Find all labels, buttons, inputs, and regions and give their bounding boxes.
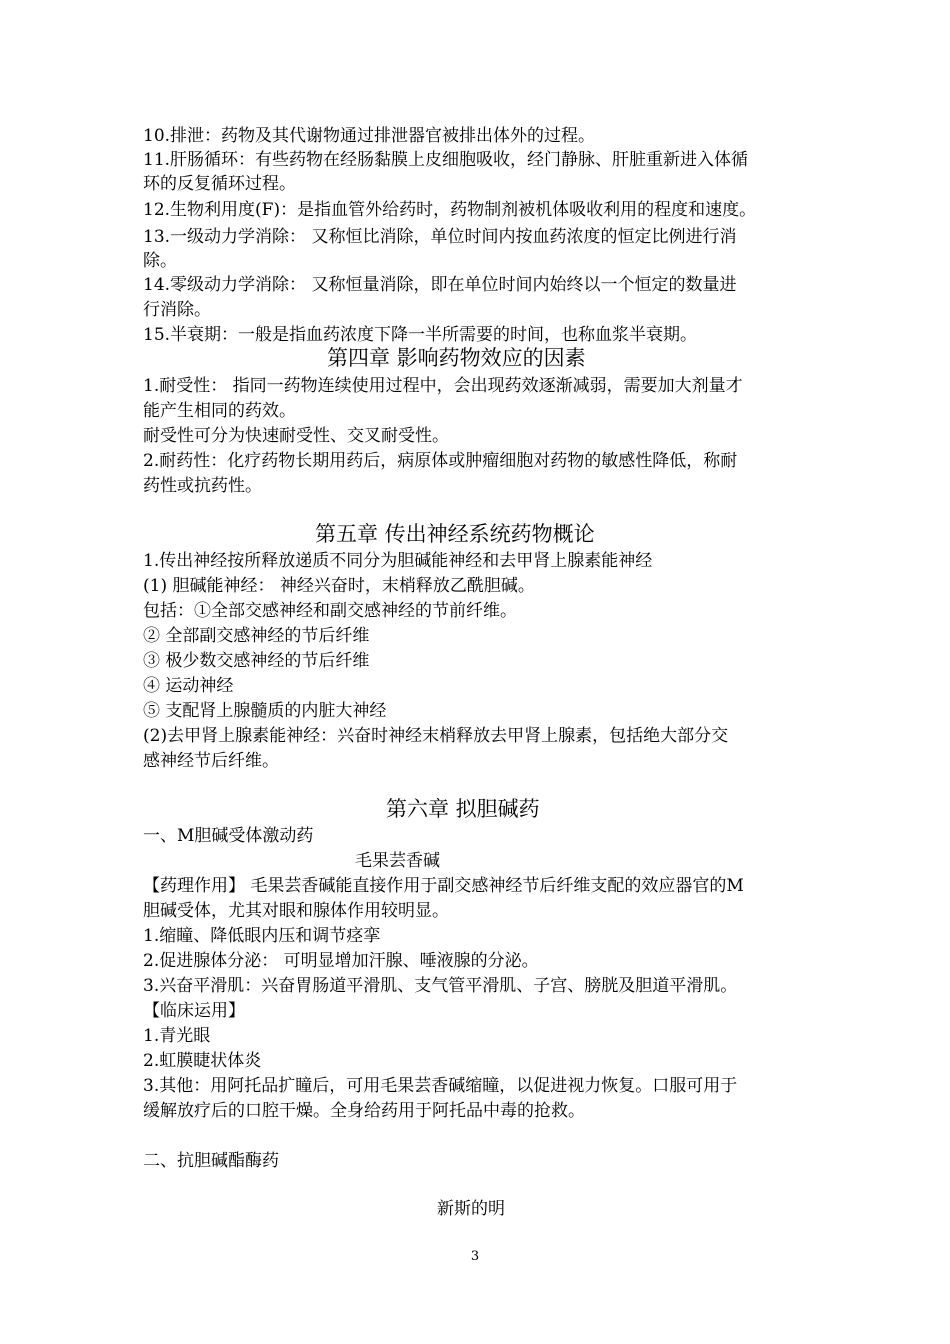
paragraph-line: 药性或抗药性。 xyxy=(143,476,262,496)
chapter-6-title: 第六章 拟胆碱药 xyxy=(386,797,540,821)
paragraph-line: 行消除。 xyxy=(143,300,211,320)
paragraph-line: (1) 胆碱能神经： 神经兴奋时，末梢释放乙酰胆碱。 xyxy=(143,576,535,596)
paragraph-line: (2)去甲肾上腺素能神经：兴奋时神经末梢释放去甲肾上腺素，包括绝大部分交 xyxy=(143,726,729,746)
paragraph-line: 【临床运用】 xyxy=(143,1001,245,1021)
paragraph-line: 14.零级动力学消除： 又称恒量消除，即在单位时间内始终以一个恒定的数量进 xyxy=(143,275,737,295)
section-heading: 一、M胆碱受体激动药 xyxy=(143,826,314,846)
paragraph-line: 【药理作用】 毛果芸香碱能直接作用于副交感神经节后纤维支配的效应器官的M xyxy=(143,876,744,896)
paragraph-line: 10.排泄：药物及其代谢物通过排泄器官被排出体外的过程。 xyxy=(143,126,596,146)
paragraph-line: 1.耐受性： 指同一药物连续使用过程中，会出现药效逐渐减弱，需要加大剂量才 xyxy=(143,376,743,396)
paragraph-line: 缓解放疗后的口腔干燥。全身给药用于阿托品中毒的抢救。 xyxy=(143,1101,585,1121)
paragraph-line: 环的反复循环过程。 xyxy=(143,174,296,194)
paragraph-line: 13.一级动力学消除： 又称恒比消除，单位时间内按血药浓度的恒定比例进行消 xyxy=(143,227,737,247)
paragraph-line: 2.促进腺体分泌： 可明显增加汗腺、唾液腺的分泌。 xyxy=(143,951,539,971)
drug-name: 新斯的明 xyxy=(437,1199,505,1219)
paragraph-line: 3.其他：用阿托品扩瞳后，可用毛果芸香碱缩瞳，以促进视力恢复。口服可用于 xyxy=(143,1076,738,1096)
paragraph-line: ④ 运动神经 xyxy=(143,676,234,696)
paragraph-line: 耐受性可分为快速耐受性、交叉耐受性。 xyxy=(143,426,449,446)
paragraph-line: 包括：①全部交感神经和副交感神经的节前纤维。 xyxy=(143,601,517,621)
chapter-4-title: 第四章 影响药物效应的因素 xyxy=(327,346,586,370)
paragraph-line: 1.传出神经按所释放递质不同分为胆碱能神经和去甲肾上腺素能神经 xyxy=(143,551,653,571)
chapter-5-title: 第五章 传出神经系统药物概论 xyxy=(315,522,595,546)
paragraph-line: 15.半衰期：一般是指血药浓度下降一半所需要的时间，也称血浆半衰期。 xyxy=(143,325,698,345)
paragraph-line: 1.缩瞳、降低眼内压和调节痉挛 xyxy=(143,926,381,946)
paragraph-line: 2.耐药性：化疗药物长期用药后，病原体或肿瘤细胞对药物的敏感性降低，称耐 xyxy=(143,451,738,471)
paragraph-line: 胆碱受体，尤其对眼和腺体作用较明显。 xyxy=(143,901,449,921)
paragraph-line: 1.青光眼 xyxy=(143,1026,211,1046)
paragraph-line: 2.虹膜睫状体炎 xyxy=(143,1051,262,1071)
paragraph-line: ③ 极少数交感神经的节后纤维 xyxy=(143,651,370,671)
paragraph-line: 感神经节后纤维。 xyxy=(143,751,279,771)
paragraph-line: 11.肝肠循环：有些药物在经肠黏膜上皮细胞吸收，经门静脉、肝脏重新进入体循 xyxy=(143,150,749,170)
drug-name: 毛果芸香碱 xyxy=(355,851,440,871)
page-number: 3 xyxy=(470,1249,480,1264)
section-heading: 二、抗胆碱酯酶药 xyxy=(143,1151,279,1171)
paragraph-line: ⑤ 支配肾上腺髓质的内脏大神经 xyxy=(143,701,387,721)
paragraph-line: 除。 xyxy=(143,251,177,271)
paragraph-line: ② 全部副交感神经的节后纤维 xyxy=(143,626,370,646)
paragraph-line: 3.兴奋平滑肌：兴奋胃肠道平滑肌、支气管平滑肌、子宫、膀胱及胆道平滑肌。 xyxy=(143,976,738,996)
paragraph-line: 能产生相同的药效。 xyxy=(143,401,296,421)
paragraph-line: 12.生物利用度(F)：是指血管外给药时，药物制剂被机体吸收利用的程度和速度。 xyxy=(143,200,757,220)
